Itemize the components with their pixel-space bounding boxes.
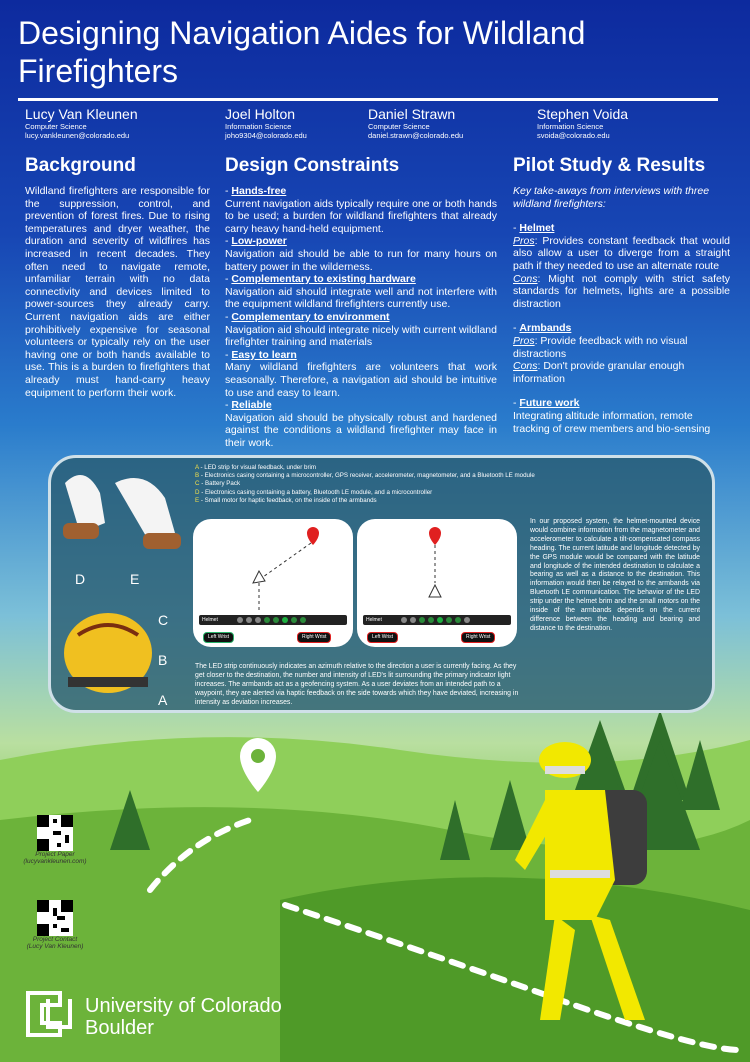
helmet-led-bar [363,615,511,625]
legend-key: B [195,472,200,480]
user-arrow-icon [253,571,265,583]
constraint-item: - Easy to learn Many wildland firefighters are volunteers that work seasonally. Therefore, a navigation aid should be intuitive to use and easy to learn. [225,348,497,399]
qr-code-icon [37,900,73,936]
cu-logo-icon [20,985,78,1043]
qr-project-contact[interactable] [10,900,100,950]
legend-text: - Small motor for haptic feedback, on the inside of the armbands [199,496,377,504]
legend-text: - Electronics casing containing a microcontroller, GPS receiver, accelerometer, magnetometer, and a Bluetooth LE module [199,472,535,480]
qr-project-paper[interactable] [10,815,100,865]
pilot-armbands: - Armbands Pros: Provide feedback with no visual distractions Cons: Don't provide granular enough information [513,322,688,385]
constraints-section [225,155,497,449]
led-dot [419,617,425,623]
constraint-item: - Complementary to environment Navigation aid should integrate nicely with current wildland firefighter training and materials [225,310,497,349]
helmet-led-bar [199,615,347,625]
legend-key: D [195,488,200,496]
qr-caption-title: Project Paper [35,851,75,858]
navigation-ui-card-deviated [193,519,353,647]
label-b: B [158,652,168,668]
legend-item [195,472,595,480]
led-dot [300,617,306,623]
constraints-heading: Design Constraints [225,155,400,176]
led-dot [428,617,434,623]
author-3 [368,106,528,140]
constraint-item: - Reliable Navigation aid should be physically robust and hardened against the conditions a wildland firefighter may face in their work. [225,399,497,449]
university-line2: Boulder [85,1017,154,1039]
led-dot [282,617,288,623]
constraint-text: Navigation aid should be able to run for many hours on battery power in the wilderness. [225,247,497,273]
legend-text: - Electronics casing containing a battery, Bluetooth LE module, and a microcontroller [199,488,433,496]
author-email[interactable]: joho9304@colorado.edu [225,131,307,140]
armbands-pros: : Provide feedback with no visual distractions [513,334,688,360]
author-4 [537,106,697,140]
constraint-item: - Low-power Navigation aid should be able to run for many hours on battery power in the wilderness. [225,235,497,273]
pilot-helmet: - Helmet Pros: Provides constant feedback that would also allow a user to diverge from a straight path if they needed to use an alternate route Cons: Might not comply with strict safety standards for helmets, lights are a possible distraction [513,222,730,310]
future-text: Integrating altitude information, remote tracking of crew members and bio-sensing [513,409,711,435]
constraints-list [225,185,497,449]
background-heading: Background [25,155,136,176]
author-name: Joel Holton [225,106,296,122]
qr-caption-title: Project Contact [32,936,78,943]
legend-key: C [195,480,200,488]
future-label: Future work [519,397,580,410]
constraint-text: Many wildland firefighters are volunteers that work seasonally. Therefore, a navigation aid should be intuitive to use and easy to learn. [225,361,497,399]
cons-label: Cons [513,272,538,285]
navigation-ui-card-ontrack [357,519,517,647]
helmet-label: Helmet [519,222,555,235]
led-dot [455,617,461,623]
navigation-path-diagram [193,519,353,614]
constraint-label: Complementary to existing hardware [231,273,416,286]
pilot-future: - Future work Integrating altitude information, remote tracking of crew members and bio-sensing [513,397,711,435]
destination-pin-icon [429,527,441,545]
led-dot [237,617,243,623]
legend-key: E [195,496,200,504]
pilot-intro: Key take-aways from interviews with three wildland firefighters: [513,185,710,210]
led-dot [264,617,270,623]
author-email[interactable]: daniel.strawn@colorado.edu [368,131,464,140]
led-dot [273,617,279,623]
helmet-pros: : Provides constant feedback that would also allow a user to diverge from a straight path if they needed to use an alternate route [513,234,730,272]
firefighter-illustration [505,730,665,1030]
constraint-text: Navigation aid should integrate well and not interfere with the equipment wildland firefighters currently use. [225,285,497,311]
author-email[interactable]: svoida@colorado.edu [537,131,610,140]
qr-code-icon [37,815,73,851]
label-a: A [158,692,168,708]
led-dot [291,617,297,623]
legend-item [195,480,595,488]
author-name: Stephen Voida [537,106,629,122]
author-name: Daniel Strawn [368,106,456,122]
author-dept: Information Science [225,122,292,131]
qr-caption-sub: (Lucy Van Kleunen) [26,943,84,950]
qr-caption-sub: (lucyvankleunen.com) [23,858,87,865]
author-2 [225,106,385,140]
constraint-item: - Hands-free Current navigation aids typically require one or both hands to be used; a burden for wildland firefighters that already carry heavy hand-held equipment. [225,185,497,235]
armbands-cons: : Don't provide granular enough information [513,360,685,385]
constraint-text: Navigation aid should be physically robust and hardened against the conditions a wildland firefighter may face in their work. [225,411,497,449]
navigation-path-diagram [357,519,517,614]
university-line1: University of Colorado [85,995,282,1017]
qr-caption [10,851,100,865]
cons-label: Cons [513,360,538,373]
pros-label: Pros [513,234,535,247]
legend-text: - Battery Pack [199,480,241,488]
author-1 [25,106,185,140]
led-description: The LED strip continuously indicates an azimuth relative to the direction a user is currently facing. As they get closer to the destination, the number and intensity of LED's lit surrounding the primary indicator light increases. The armbands act as a geofencing system. As a user deviates from an intended path to a waypoint, they are alerted via haptic feedback on the side towards which they have deviated, increasing in intensity as deviation increases. [195,663,519,706]
helmet-cons: : Might not comply with strict safety standards for helmets, lights are a possible distraction [513,272,730,310]
label-d: D [75,571,86,587]
constraint-label: Hands-free [231,185,287,197]
legend-key: A [195,464,199,471]
qr-caption [10,936,100,950]
pilot-section [513,155,730,435]
led-dot [437,617,443,623]
author-name: Lucy Van Kleunen [25,106,138,122]
left-wrist-indicator: Left Wrist [203,632,234,643]
pros-label: Pros [513,334,535,347]
helmet-illustration [58,605,158,697]
constraint-text: Current navigation aids typically require one or both hands to be used; a burden for wildland firefighters that already carry heavy hand-held equipment. [225,197,497,235]
armbands-label: Armbands [519,322,572,335]
led-dot [255,617,261,623]
author-dept: Computer Science [368,122,430,131]
label-e: E [130,571,140,587]
led-dot [446,617,452,623]
legend-item [195,497,595,505]
right-wrist-indicator: Right Wrist [461,632,495,643]
author-dept: Computer Science [25,122,87,131]
led-dot [401,617,407,623]
title-divider [18,98,718,101]
background-section [25,155,210,399]
led-dot [410,617,416,623]
label-c: C [158,612,169,628]
legend-text: - LED strip for visual feedback, under brim [198,464,317,471]
author-email[interactable]: lucy.vankleunen@colorado.edu [25,131,130,140]
background-body: Wildland firefighters are responsible for the suppression, control, and prevention of forest fires. Due to rising temperatures and dryer weather, the duration and severity of wildfires has increased in recent decades. They often need to navigate remote, unfamiliar terrain with no data connectivity and devices limited to power-sources they already carry. Current navigation aids are either prohibitively expensive for seasonal volunteers or typically rely on the user having one or both hands available to use. This is a burden to firefighters that already must hand-carry heavy equipment to perform their work. [25,185,210,399]
helmet-label: Helmet [202,617,218,623]
led-dot [464,617,470,623]
gloves-illustration [55,463,190,563]
helmet-label: Helmet [366,617,382,623]
legend-item [195,464,595,472]
led-dot [246,617,252,623]
constraint-item: - Complementary to existing hardware Navigation aid should integrate well and not interfere with the equipment wildland firefighters currently use. [225,273,497,311]
poster-title: Designing Navigation Aides for Wildland Firefighters [18,15,586,89]
component-legend [195,464,595,505]
constraint-label: Reliable [231,399,272,412]
pilot-heading: Pilot Study & Results [513,155,706,176]
constraint-label: Complementary to environment [231,310,390,323]
constraint-label: Easy to learn [231,348,297,361]
author-dept: Information Science [537,122,604,131]
system-description: In our proposed system, the helmet-mounted device would combine information from the magnetometer and accelerometer to calculate a tilt-compensated compass heading. The current latitude and longitude detected by the GPS module would be compared with the latitude and longitude of the intended destination to calculate a bearing as well as a distance to the destination. This information would then be relayed to the armbands via Bluetooth LE communication. The behavior of the LED strip under the helmet brim and the small motors on the inside of the armbands depends on the current difference between the heading and bearing and distance to the destination. [530,518,700,632]
destination-pin-icon [307,527,319,545]
legend-item [195,489,595,497]
university-name [85,995,282,1039]
constraint-label: Low-power [231,235,287,248]
constraint-text: Navigation aid should integrate nicely with current wildland firefighter training and materials [225,323,497,349]
right-wrist-indicator: Right Wrist [297,632,331,643]
left-wrist-indicator: Left Wrist [367,632,398,643]
user-arrow-icon [429,585,441,597]
